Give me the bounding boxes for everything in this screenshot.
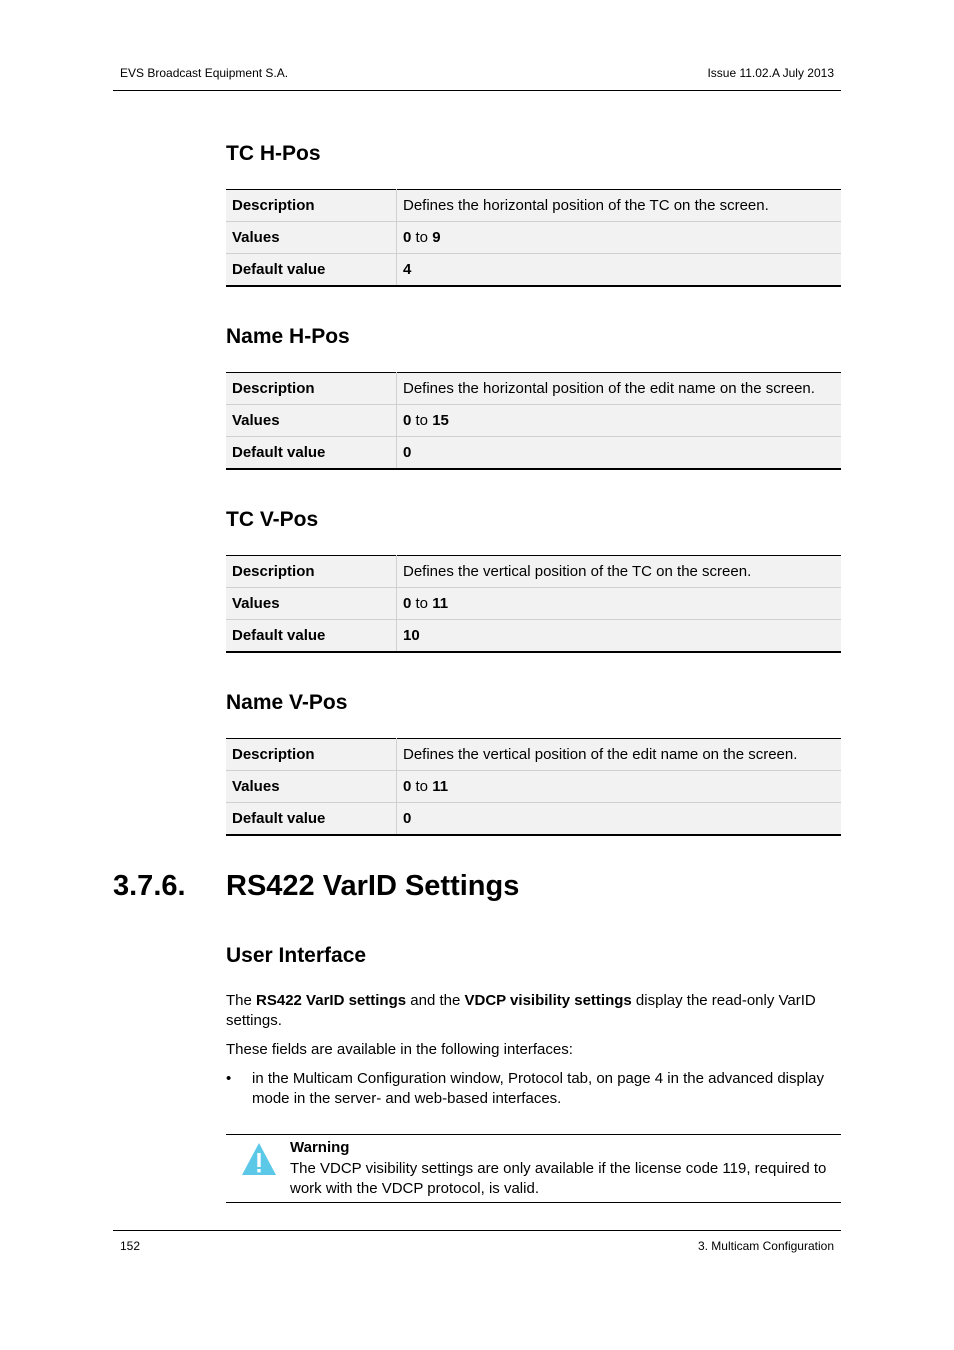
row-label: Description — [226, 739, 397, 771]
header-company: EVS Broadcast Equipment S.A. — [120, 66, 289, 80]
row-value — [397, 588, 842, 620]
row-value: Defines the horizontal position of the edit name on the screen. — [397, 373, 842, 405]
row-value — [397, 620, 842, 653]
row-value — [397, 437, 842, 470]
row-value — [397, 405, 842, 437]
param-table-name-v-pos — [226, 738, 841, 836]
row-value — [397, 254, 842, 287]
text-run: display the read-only VarID settings. — [226, 992, 816, 1029]
subsection-title-name-v-pos: Name V-Pos — [226, 691, 348, 714]
warning-title: Warning — [290, 1139, 350, 1156]
row-label: Description — [226, 373, 397, 405]
default-value: 4 — [403, 261, 412, 278]
page-header — [113, 66, 841, 91]
bold-term-rs422-varid: RS422 VarID settings — [256, 992, 407, 1009]
section-heading — [113, 870, 519, 903]
row-value: Defines the vertical position of the TC on the screen. — [397, 556, 842, 588]
subsection-title-tc-v-pos: TC V-Pos — [226, 508, 319, 531]
row-label: Default value — [226, 620, 397, 653]
default-value: 0 — [403, 810, 412, 827]
param-table-tc-h-pos — [226, 189, 841, 287]
row-value: Defines the horizontal position of the TC on the screen. — [397, 190, 842, 222]
param-table-name-h-pos — [226, 372, 841, 470]
values-min: 0 — [403, 778, 412, 795]
table-row — [226, 190, 841, 222]
table-row — [226, 254, 841, 287]
warning-icon — [240, 1141, 278, 1177]
intro-paragraph — [226, 991, 841, 1031]
default-value: 10 — [403, 627, 420, 644]
bullet-text: in the Multicam Configuration window, Protocol tab, on page 4 in the advanced display mode in the server- and web-based interfaces. — [252, 1070, 825, 1107]
row-value: Defines the vertical position of the edit name on the screen. — [397, 739, 842, 771]
subsection-title-name-h-pos: Name H-Pos — [226, 325, 350, 348]
table-row — [226, 405, 841, 437]
values-max: 9 — [432, 229, 441, 246]
table-row — [226, 373, 841, 405]
row-label: Description — [226, 556, 397, 588]
row-label: Values — [226, 405, 397, 437]
values-min: 0 — [403, 229, 412, 246]
table-row — [226, 803, 841, 836]
values-max: 11 — [432, 778, 449, 795]
table-row — [226, 620, 841, 653]
values-max: 11 — [432, 595, 449, 612]
row-value — [397, 771, 842, 803]
row-label: Values — [226, 222, 397, 254]
page-footer — [113, 1230, 841, 1261]
row-label: Description — [226, 190, 397, 222]
section-number: 3.7.6. — [113, 870, 186, 902]
text-run: The — [226, 992, 257, 1009]
row-label: Values — [226, 588, 397, 620]
bullet-marker: • — [226, 1070, 232, 1087]
bold-term-vdcp-visibility: VDCP visibility settings — [464, 992, 632, 1009]
values-to: to — [415, 229, 429, 246]
row-value — [397, 222, 842, 254]
list-item — [226, 1069, 841, 1109]
values-to: to — [415, 412, 429, 429]
warning-box — [226, 1134, 841, 1203]
table-row — [226, 771, 841, 803]
table-row — [226, 556, 841, 588]
user-interface-heading: User Interface — [226, 944, 367, 967]
subsection-title-tc-h-pos: TC H-Pos — [226, 142, 321, 165]
section-title: RS422 VarID Settings — [226, 870, 520, 902]
table-row — [226, 222, 841, 254]
page-number: 152 — [120, 1239, 141, 1253]
values-to: to — [415, 778, 429, 795]
text-run: and the — [406, 992, 465, 1009]
header-issue: Issue 11.02.A July 2013 — [707, 66, 834, 80]
table-row — [226, 588, 841, 620]
row-label: Default value — [226, 803, 397, 836]
row-value — [397, 803, 842, 836]
table-row — [226, 739, 841, 771]
row-label: Default value — [226, 437, 397, 470]
row-label: Values — [226, 771, 397, 803]
table-row — [226, 437, 841, 470]
availability-paragraph: These fields are available in the following interfaces: — [226, 1041, 573, 1058]
values-min: 0 — [403, 595, 412, 612]
footer-chapter: 3. Multicam Configuration — [697, 1239, 834, 1253]
row-label: Default value — [226, 254, 397, 287]
values-max: 15 — [432, 412, 449, 429]
param-table-tc-v-pos — [226, 555, 841, 653]
values-to: to — [415, 595, 429, 612]
values-min: 0 — [403, 412, 412, 429]
default-value: 0 — [403, 444, 412, 461]
warning-text: The VDCP visibility settings are only available if the license code 119, required to work with the VDCP protocol, is valid. — [290, 1160, 827, 1197]
